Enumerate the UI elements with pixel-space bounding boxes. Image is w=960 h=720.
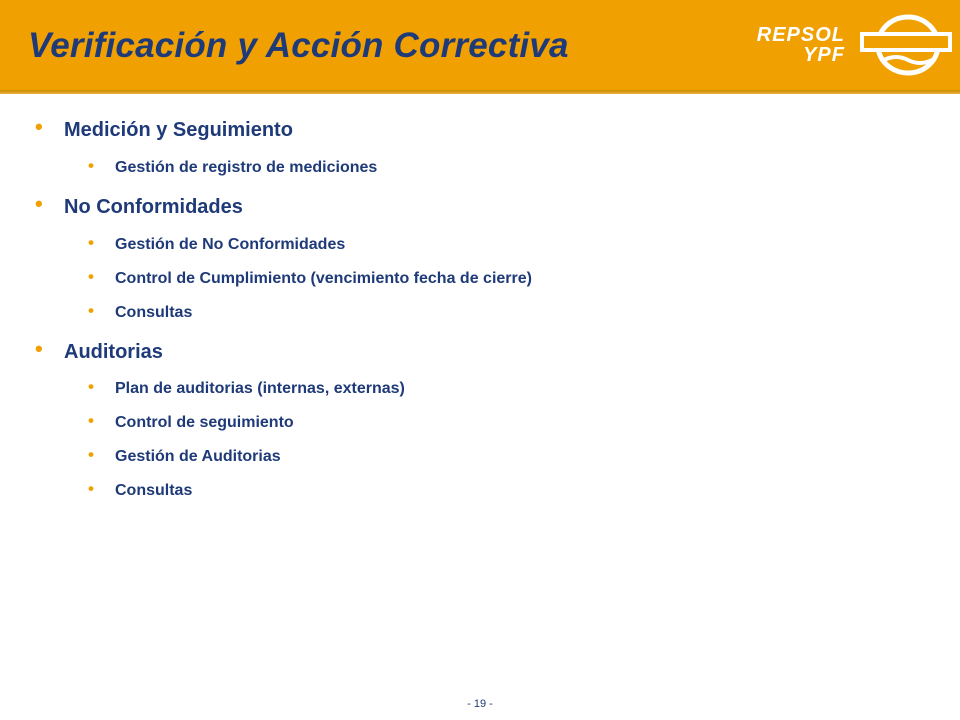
bullet-icon: •	[88, 267, 94, 286]
bullet-icon: •	[88, 411, 94, 430]
section-heading: No Conformidades	[64, 196, 243, 218]
section-heading: Medición y Seguimiento	[64, 119, 293, 141]
bullet-icon: •	[35, 336, 43, 361]
bullet-icon: •	[88, 156, 94, 175]
bullet-icon: •	[88, 301, 94, 320]
bullet-icon: •	[88, 377, 94, 396]
list-item: Plan de auditorias (internas, externas)	[115, 380, 405, 397]
page-number: - 19 -	[467, 698, 493, 710]
header-bar	[0, 0, 960, 90]
list-item: Gestión de Auditorias	[115, 448, 281, 465]
list-item: Gestión de No Conformidades	[115, 236, 346, 253]
list-item: Consultas	[115, 482, 193, 499]
bullet-icon: •	[35, 191, 43, 216]
header-divider	[0, 90, 960, 94]
bullet-icon: •	[88, 233, 94, 252]
list-item: Control de Cumplimiento (vencimiento fecha de cierre)	[115, 270, 532, 287]
logo-line-repsol: REPSOL	[756, 24, 845, 46]
bullet-icon: •	[88, 479, 94, 498]
bullet-icon: •	[88, 445, 94, 464]
repsol-logo-icon	[858, 12, 954, 78]
logo-line-ypf: YPF	[803, 44, 845, 66]
list-item: Gestión de registro de mediciones	[115, 159, 378, 176]
repsol-ypf-logo-text	[750, 25, 845, 65]
bullet-icon: •	[35, 114, 43, 139]
slide-title: Verificación y Acción Correctiva	[28, 26, 569, 65]
list-item: Consultas	[115, 304, 193, 321]
section-heading: Auditorias	[64, 341, 163, 363]
list-item: Control de seguimiento	[115, 414, 294, 431]
